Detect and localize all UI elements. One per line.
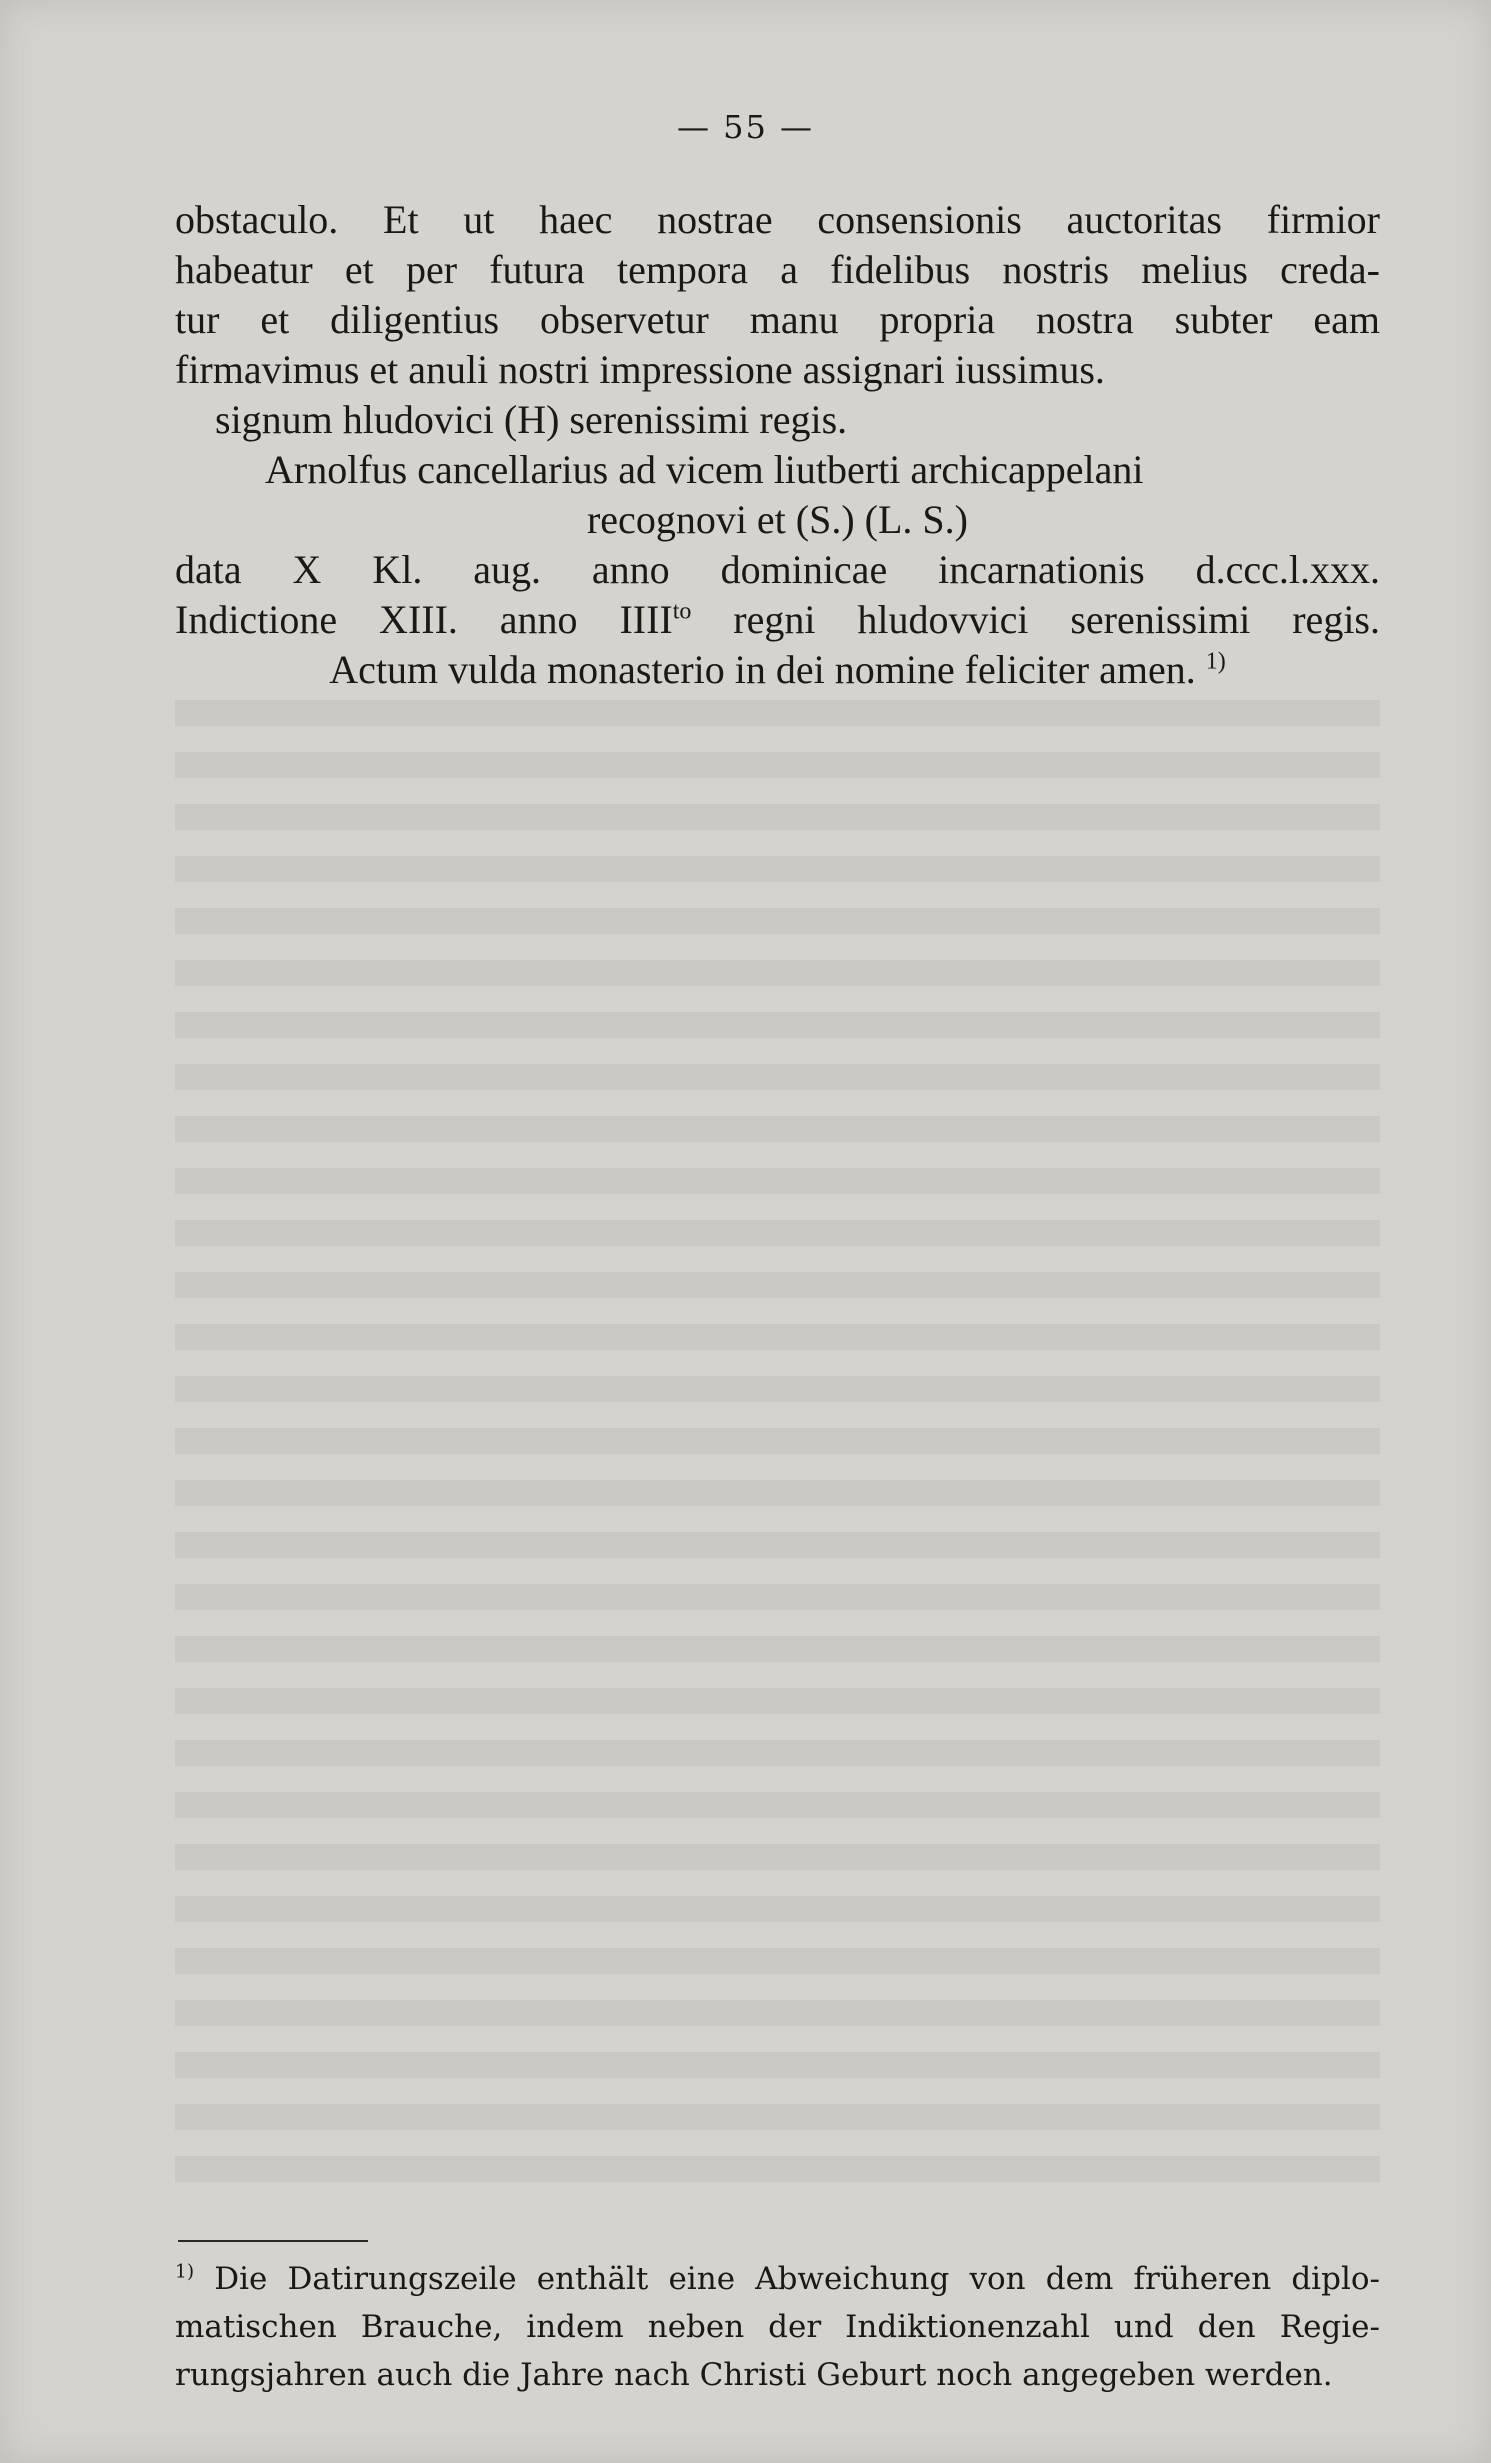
actum-text: Actum vulda monasterio in dei nomine feliciter amen. (329, 647, 1206, 692)
body-line-4: firmavimus et anuli nostri impressione assignari iussimus. (175, 347, 1105, 392)
body-line-2: habeatur et per futura tempora a fidelibus nostris melius creda- (175, 247, 1380, 292)
signum-line: signum hludovici (H) serenissimi regis. (215, 397, 848, 442)
dating-line-2 (175, 595, 1380, 645)
footnote-text-1: Die Datirungszeile enthält eine Abweichung von dem früheren diplo- (214, 2261, 1380, 2297)
footnote-reference: 1) (1205, 648, 1226, 675)
bleed-through-background (175, 700, 1380, 2200)
actum-line (175, 645, 1380, 695)
footnote-block (175, 2255, 1380, 2399)
footnote-divider (178, 2240, 368, 2242)
body-line-3: tur et diligentius observetur manu propria nostra subter eam (175, 297, 1380, 342)
dating-line-2-start: Indictione XIII. anno IIII (175, 597, 673, 642)
page-number: — 55 — (676, 108, 815, 146)
dating-superscript: to (672, 598, 692, 625)
footnote-marker: 1) (175, 2261, 195, 2283)
footnote-line-1 (175, 2255, 1380, 2303)
dating-line-1: data X Kl. aug. anno dominicae incarnationis d.ccc.l.xxx. (175, 547, 1380, 592)
chancellor-line-1: Arnolfus cancellarius ad vicem liutberti archicappelani (265, 447, 1144, 492)
footnote-line-2: matischen Brauche, indem neben der Indiktionenzahl und den Regie- (175, 2309, 1380, 2345)
chancellor-line-2: recognovi et (S.) (L. S.) (586, 497, 968, 542)
body-line-1: obstaculo. Et ut haec nostrae consensionis auctoritas firmior (175, 197, 1380, 242)
dating-line-2-rest: regni hludovvici serenissimi regis. (691, 597, 1380, 642)
footnote-line-3: rungsjahren auch die Jahre nach Christi Geburt noch angegeben werden. (175, 2357, 1333, 2393)
charter-text (175, 195, 1380, 695)
